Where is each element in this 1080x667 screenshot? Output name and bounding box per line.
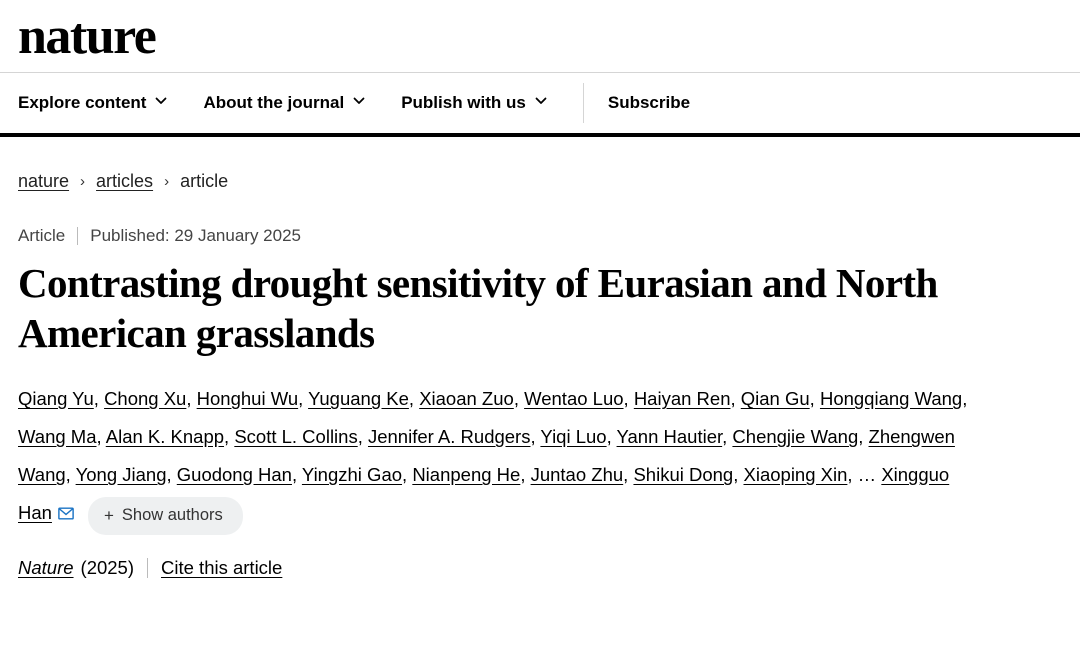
- article-content: [0, 171, 1080, 579]
- nav-item-subscribe[interactable]: [608, 93, 690, 113]
- citation-year: (2025): [80, 557, 135, 578]
- chevron-down-icon: [535, 95, 547, 107]
- citation-line: [18, 557, 1062, 579]
- author-link[interactable]: Zhengwen Wang: [18, 426, 955, 485]
- author-link[interactable]: Yiqi Luo: [540, 426, 607, 447]
- nav-item-label: About the journal: [203, 93, 345, 112]
- article-meta: [18, 226, 1062, 246]
- author-link[interactable]: Yuguang Ke: [308, 388, 409, 409]
- author-link[interactable]: Xiaoping Xin: [743, 464, 848, 485]
- nav-item-label: Publish with us: [401, 93, 526, 112]
- author-list: Qiang Yu, Chong Xu, Honghui Wu, Yuguang Ke, Xiaoan Zuo, Wentao Luo, Haiyan Ren, Qian Gu, Hongqiang Wang, Wang Ma, Alan K. Knapp, Scott L. Collins, Jennifer A. Rudgers, Yiqi Luo, Yann Hautier, Chengjie Wang, Zhengwen Wang, Yong Jiang, Guodong Han, Yingzhi Gao, Nianpeng He, Juntao Zhu, Shikui Dong, Xiaoping Xin, … Xingguo Han + Show authors: [18, 380, 978, 533]
- breadcrumb-separator-icon: ›: [80, 173, 86, 190]
- breadcrumb-item-article: article: [180, 171, 229, 191]
- author-link[interactable]: Scott L. Collins: [234, 426, 358, 447]
- author-link[interactable]: Yann Hautier: [616, 426, 723, 447]
- author-link[interactable]: Guodong Han: [176, 464, 292, 485]
- nav-bottom-rule: [0, 133, 1080, 137]
- nature-logo[interactable]: nature: [18, 8, 156, 65]
- breadcrumb-item-nature[interactable]: nature: [18, 171, 70, 191]
- chevron-down-icon: [353, 95, 365, 107]
- nav-divider: [583, 83, 584, 123]
- breadcrumb: [18, 171, 1062, 192]
- main-navigation: [0, 73, 1080, 133]
- author-link[interactable]: Juntao Zhu: [530, 464, 624, 485]
- author-link[interactable]: Qiang Yu: [18, 388, 94, 409]
- show-authors-button[interactable]: [88, 497, 243, 535]
- author-link[interactable]: Qian Gu: [740, 388, 810, 409]
- breadcrumb-separator-icon: ›: [164, 173, 170, 190]
- nav-item-label: Subscribe: [607, 93, 691, 112]
- cite-this-article-link[interactable]: Cite this article: [161, 557, 283, 578]
- nav-item-about-the-journal[interactable]: [203, 93, 365, 113]
- author-link[interactable]: Nianpeng He: [412, 464, 521, 485]
- journal-name-link[interactable]: Nature: [18, 557, 74, 578]
- author-link[interactable]: Hongqiang Wang: [819, 388, 963, 409]
- plus-icon: +: [103, 506, 114, 525]
- page-title: Contrasting drought sensitivity of Eurasian and North American grasslands: [18, 260, 938, 356]
- author-link[interactable]: Chengjie Wang: [732, 426, 859, 447]
- author-link[interactable]: Wang Ma: [18, 426, 97, 447]
- author-link[interactable]: Chong Xu: [104, 388, 187, 409]
- author-link[interactable]: Yingzhi Gao: [301, 464, 403, 485]
- author-link[interactable]: Honghui Wu: [196, 388, 299, 409]
- site-masthead: [0, 0, 1080, 72]
- article-type: Article: [18, 226, 66, 245]
- author-link[interactable]: Alan K. Knapp: [105, 426, 225, 447]
- article-published-date: Published: 29 January 2025: [90, 226, 301, 245]
- author-link[interactable]: Xiaoan Zuo: [419, 388, 514, 409]
- breadcrumb-item-articles[interactable]: articles: [96, 171, 154, 191]
- envelope-icon[interactable]: [58, 507, 74, 520]
- author-link[interactable]: Shikui Dong: [633, 464, 734, 485]
- citation-divider: [147, 558, 148, 578]
- author-link[interactable]: Yong Jiang: [75, 464, 167, 485]
- nav-item-label: Explore content: [18, 93, 147, 112]
- corresponding-author-link[interactable]: Xingguo Han: [18, 464, 950, 523]
- meta-divider: [77, 227, 78, 245]
- nav-item-explore-content[interactable]: [18, 93, 167, 113]
- author-link[interactable]: Wentao Luo: [524, 388, 624, 409]
- author-link[interactable]: Haiyan Ren: [633, 388, 731, 409]
- author-link[interactable]: Jennifer A. Rudgers: [367, 426, 531, 447]
- nav-item-publish-with-us[interactable]: [401, 93, 547, 113]
- authors-ellipsis: …: [857, 464, 877, 485]
- show-authors-label: Show authors: [121, 506, 223, 524]
- chevron-down-icon: [155, 95, 167, 107]
